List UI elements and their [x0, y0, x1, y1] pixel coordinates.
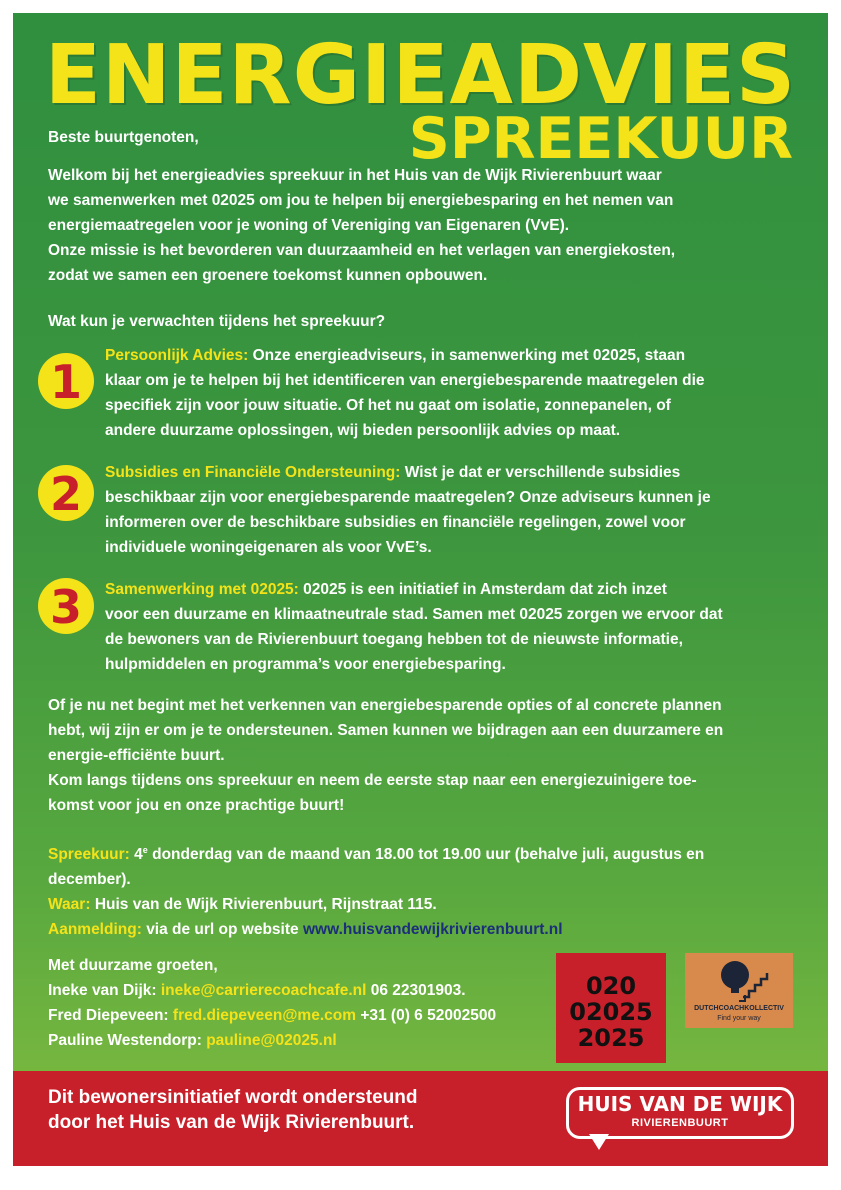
- intro-paragraph: [48, 163, 808, 288]
- signoff-greeting: Met duurzame groeten,: [48, 957, 218, 974]
- item-1-line: specifiek zijn voor jouw situatie. Of het nu gaat om isolatie, zonnepanelen, of: [105, 397, 671, 414]
- contact-name: Fred Diepeveen:: [48, 1007, 169, 1024]
- footer-banner: [13, 1071, 828, 1166]
- stairs-head-icon: [685, 953, 793, 1005]
- spreekuur-sup: e: [142, 845, 148, 855]
- footer-text: [48, 1085, 528, 1135]
- closing-line: energie-efficiënte buurt.: [48, 747, 225, 764]
- spreekuur-label: Spreekuur:: [48, 846, 130, 864]
- intro-line: Welkom bij het energieadvies spreekuur in het Huis van de Wijk Rivierenbuurt waar: [48, 167, 662, 184]
- contact-name: Ineke van Dijk:: [48, 982, 157, 999]
- closing-line: komst voor jou en onze prachtige buurt!: [48, 797, 345, 814]
- item-3-first-line: [105, 577, 805, 602]
- logo-02025-line: 2025: [577, 1024, 645, 1052]
- title-line-1: ENERGIEADVIES: [44, 28, 797, 123]
- speech-bubble-tail-icon: [589, 1134, 609, 1150]
- intro-line: zodat we samen een groenere toekomst kunnen opbouwen.: [48, 267, 488, 284]
- contact-name: Pauline Westendorp:: [48, 1032, 202, 1049]
- poster: [13, 13, 828, 1166]
- item-2-line: beschikbaar zijn voor energiebesparende maatregelen? Onze adviseurs kunnen je: [105, 489, 711, 506]
- closing-line: hebt, wij zijn er om je te ondersteunen. Samen kunnen we bijdragen aan een duurzamere en: [48, 722, 724, 739]
- logo-02025: [556, 953, 666, 1063]
- contact-row: [48, 1003, 568, 1028]
- contact-email-link[interactable]: pauline@02025.nl: [206, 1032, 337, 1049]
- item-3-line: voor een duurzame en klimaatneutrale stad. Samen met 02025 zorgen we ervoor dat: [105, 606, 723, 623]
- closing-paragraph: [48, 693, 818, 818]
- logo-huis-van-de-wijk: [566, 1087, 794, 1139]
- item-1-line: andere duurzame oplossingen, wij bieden persoonlijk advies op maat.: [105, 422, 621, 439]
- dutchcoach-name: DUTCHCOACHKOLLECTIV: [694, 1005, 784, 1012]
- item-2-first-line: [105, 460, 805, 485]
- number-badge-2: 2: [38, 465, 94, 521]
- waar-label: Waar:: [48, 896, 91, 914]
- logo-02025-line: 02025: [569, 998, 653, 1026]
- spreekuur-line: [48, 838, 818, 867]
- aanmelding-line: [48, 917, 818, 942]
- item-1: [105, 343, 805, 443]
- item-2-first-text: Wist je dat er verschillende subsidies: [404, 464, 681, 481]
- item-3-line: hulpmiddelen en programma’s voor energiebesparing.: [105, 656, 506, 673]
- item-1-first-text: Onze energieadviseurs, in samenwerking met 02025, staan: [252, 347, 686, 364]
- greeting: Beste buurtgenoten,: [48, 129, 199, 146]
- closing-line: Kom langs tijdens ons spreekuur en neem de eerste stap naar een energiezuinigere toe-: [48, 772, 697, 789]
- website-link[interactable]: www.huisvandewijkrivierenbuurt.nl: [302, 921, 563, 939]
- logo-dutchcoachkollectiv: [685, 953, 793, 1028]
- contact-row: [48, 978, 568, 1003]
- item-2: [105, 460, 805, 560]
- item-3-first-text: 02025 is een initiatief in Amsterdam dat zich inzet: [303, 581, 667, 598]
- item-2-heading: Subsidies en Financiële Ondersteuning:: [105, 464, 401, 481]
- hvdw-sub: RIVIERENBUURT: [631, 1117, 729, 1129]
- item-1-heading: Persoonlijk Advies:: [105, 347, 249, 364]
- title-line-2: SPREEKUUR: [408, 106, 793, 172]
- item-2-line: individuele woningeigenaren als voor VvE’s.: [105, 539, 432, 556]
- contact-email-link[interactable]: ineke@carrierecoachcafe.nl: [160, 982, 367, 999]
- item-3-heading: Samenwerking met 02025:: [105, 581, 299, 598]
- hvdw-main: HUIS VAN DE WIJK: [577, 1092, 783, 1116]
- spreekuur-number: 4: [134, 846, 143, 864]
- aanmelding-value: via de url op website: [146, 921, 299, 939]
- item-2-line: informeren over de beschikbare subsidies en financiële regelingen, zowel voor: [105, 514, 686, 531]
- spreekuur-line-2: december).: [48, 871, 131, 889]
- intro-line: we samenwerken met 02025 om jou te helpen bij energiebesparing en het nemen van: [48, 192, 674, 209]
- number-badge-3: 3: [38, 578, 94, 634]
- intro-line: Onze missie is het bevorderen van duurzaamheid en het verlagen van energiekosten,: [48, 242, 676, 259]
- item-1-line: klaar om je te helpen bij het identificeren van energiebesparende maatregelen die: [105, 372, 705, 389]
- waar-value: Huis van de Wijk Rivierenbuurt, Rijnstraat 115.: [94, 896, 437, 914]
- signoff-block: [48, 953, 568, 1053]
- question: Wat kun je verwachten tijdens het spreekuur?: [48, 313, 386, 330]
- item-3: [105, 577, 805, 677]
- item-3-line: de bewoners van de Rivierenbuurt toegang hebben tot de nieuwste informatie,: [105, 631, 683, 648]
- dutchcoach-tagline: Find your way: [717, 1015, 761, 1022]
- footer-line: door het Huis van de Wijk Rivierenbuurt.: [48, 1112, 415, 1133]
- logo-02025-line: 020: [585, 972, 637, 1000]
- aanmelding-label: Aanmelding:: [48, 921, 142, 939]
- contact-phone: +31 (0) 6 52002500: [360, 1007, 497, 1024]
- waar-line: [48, 892, 818, 917]
- item-1-first-line: [105, 343, 805, 368]
- contact-row: [48, 1028, 568, 1053]
- closing-line: Of je nu net begint met het verkennen van energiebesparende opties of al concrete plannen: [48, 697, 722, 714]
- number-badge-1: 1: [38, 353, 94, 409]
- contact-email-link[interactable]: fred.diepeveen@me.com: [172, 1007, 357, 1024]
- footer-line: Dit bewonersinitiatief wordt ondersteund: [48, 1087, 418, 1108]
- intro-line: energiemaatregelen voor je woning of Vereniging van Eigenaren (VvE).: [48, 217, 570, 234]
- info-block: [48, 838, 818, 942]
- contact-phone: 06 22301903.: [370, 982, 466, 999]
- spreekuur-text: donderdag van de maand van 18.00 tot 19.00 uur (behalve juli, augustus en: [152, 846, 705, 864]
